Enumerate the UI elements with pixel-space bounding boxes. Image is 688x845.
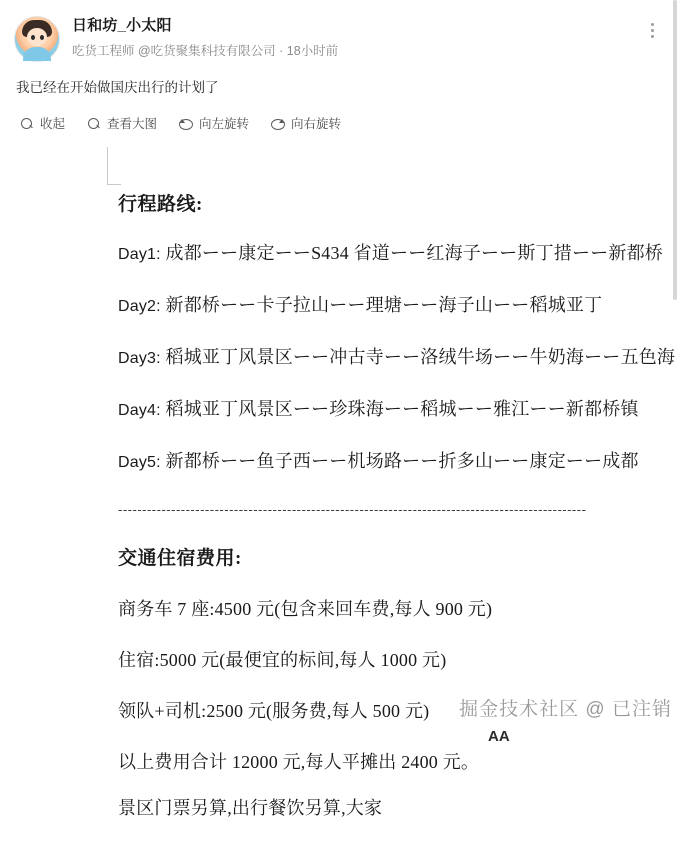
more-dot [651, 35, 654, 38]
rotate-left-label: 向左旋转 [199, 117, 250, 131]
rotate-right-icon [271, 119, 285, 130]
day-label: Day3: [118, 350, 161, 367]
attached-image-document[interactable] [90, 147, 688, 818]
post-content: 我已经在开始做国庆出行的计划了 [16, 80, 219, 95]
more-dot [651, 23, 654, 26]
author-name[interactable]: 日和坊_小太阳 [72, 17, 172, 34]
cost-item: 领队+司机:2500 元(服务费,每人 500 元) [118, 701, 430, 721]
watermark: 掘金技术社区 @ 已注销 [459, 699, 672, 720]
post-header [14, 16, 664, 62]
avatar-face [27, 28, 47, 46]
itinerary-day [118, 398, 676, 422]
day-label: Day5: [118, 454, 161, 471]
rotate-right-button[interactable] [271, 115, 341, 133]
more-vertical-icon[interactable] [640, 16, 664, 44]
post-header-text [72, 16, 640, 60]
collapse-icon [20, 117, 34, 131]
avatar[interactable] [14, 16, 60, 62]
avatar-eye-left [31, 35, 35, 40]
itinerary-day [118, 346, 676, 370]
itinerary-day [118, 242, 676, 266]
search-icon [87, 117, 101, 131]
day-label: Day2: [118, 298, 161, 315]
itinerary-day [118, 450, 676, 474]
itinerary-day [118, 294, 676, 318]
avatar-eye-right [40, 35, 44, 40]
rotate-left-button[interactable] [179, 115, 249, 133]
zoom-button[interactable] [87, 115, 157, 133]
day-text: 成都ーー康定ーーS434 省道ーー红海子ーー斯丁措ーー新都桥 [165, 243, 664, 263]
day-label: Day1: [118, 246, 161, 263]
day-text: 新都桥ーー卡子拉山ーー理塘ーー海子山ーー稻城亚丁 [165, 295, 603, 315]
day-label: Day4: [118, 402, 161, 419]
cost-item: 以上费用合计 12000 元,每人平摊出 2400 元。 [118, 752, 480, 772]
day-text: 新都桥ーー鱼子西ーー机场路ーー折多山ーー康定ーー成都 [165, 451, 639, 471]
aa-annotation: AA [488, 728, 510, 745]
rotate-left-icon [179, 119, 193, 130]
cost-item: 住宿:5000 元(最便宜的标间,每人 1000 元) [118, 650, 447, 670]
day-text: 稻城亚丁风景区ーー珍珠海ーー稻城ーー雅江ーー新都桥镇 [165, 399, 639, 419]
collapse-label: 收起 [40, 117, 66, 131]
rotate-right-label: 向右旋转 [291, 117, 342, 131]
collapse-button[interactable] [20, 115, 65, 133]
avatar-body [23, 47, 51, 61]
zoom-label: 查看大图 [107, 117, 158, 131]
author-meta: 吃货工程师 @吃货聚集科技有限公司 · 18小时前 [72, 44, 339, 58]
route-title: 行程路线: [118, 194, 203, 215]
day-text: 稻城亚丁风景区ーー冲古寺ーー洛绒牛场ーー牛奶海ーー五色海 [165, 347, 676, 367]
cost-item: 景区门票另算,出行餐饮另算,大家 [118, 798, 383, 818]
cost-title: 交通住宿费用: [118, 548, 242, 569]
cost-item: 商务车 7 座:4500 元(包含来回车费,每人 900 元) [118, 599, 493, 619]
image-toolbar [14, 115, 664, 133]
scrollbar-thumb[interactable] [673, 0, 677, 300]
page-scrollbar[interactable] [673, 0, 678, 845]
more-dot [651, 29, 654, 32]
section-divider: ------------------------------------------------------------------------------------------------- [118, 502, 587, 517]
